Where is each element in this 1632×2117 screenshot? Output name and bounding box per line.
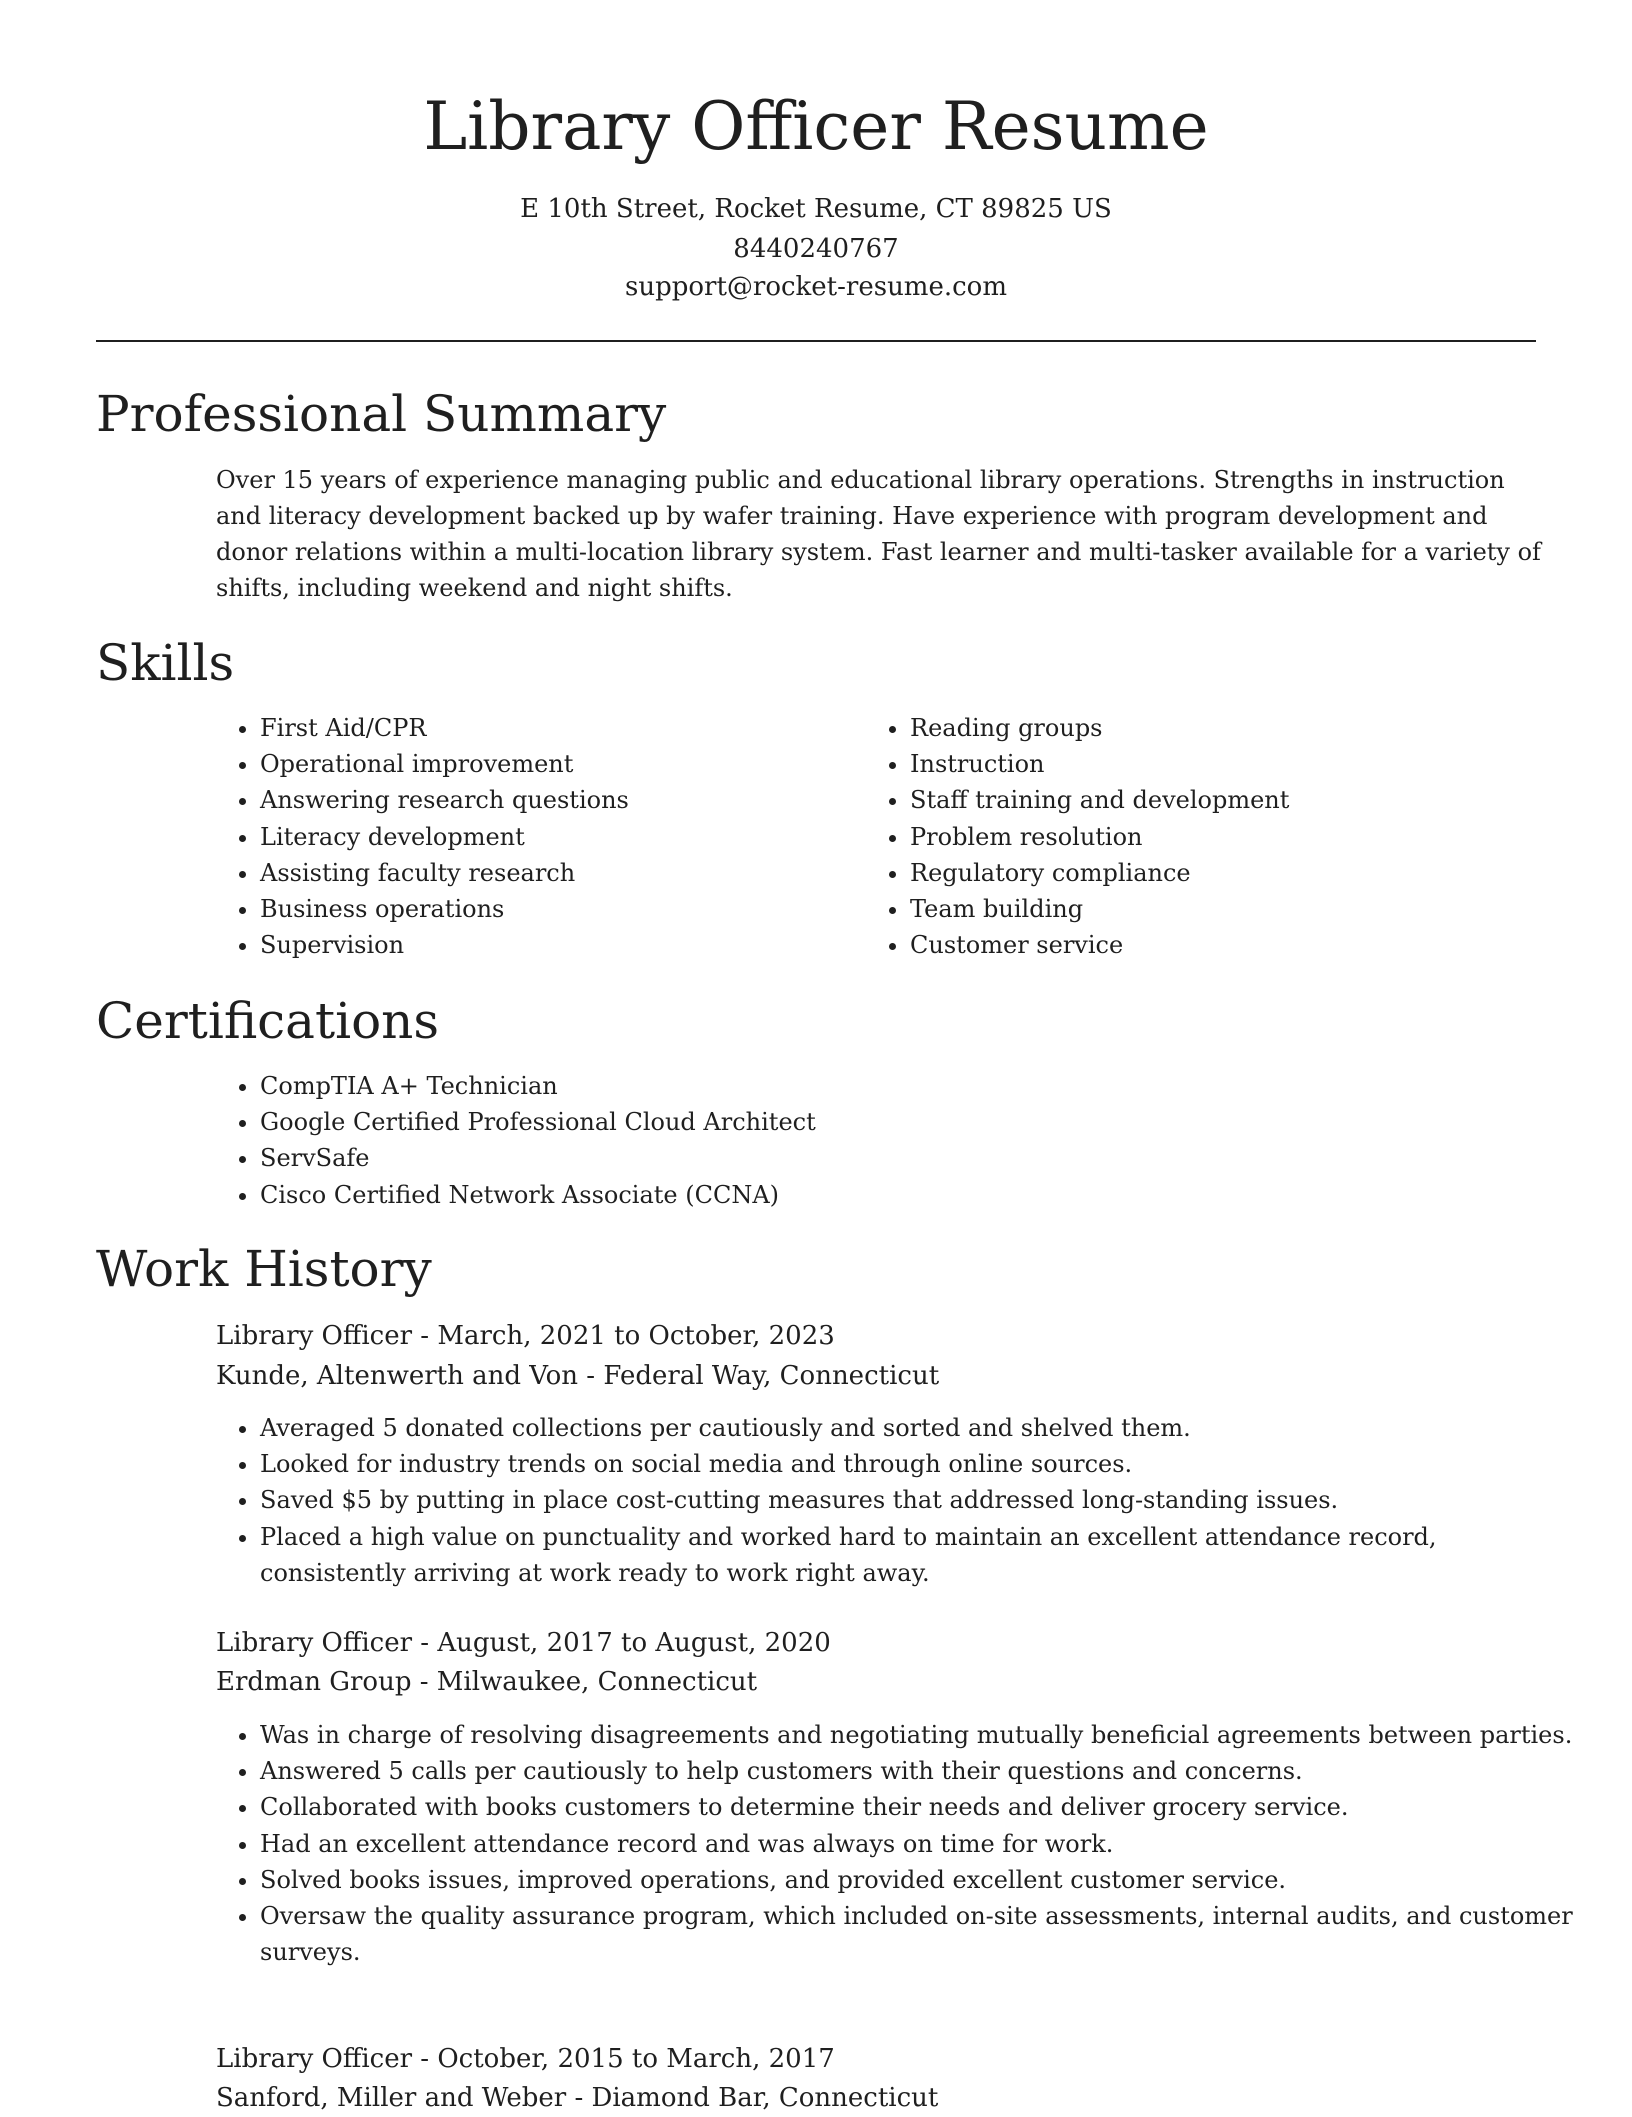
skills-list-left xyxy=(216,710,820,963)
job-role: Library Officer xyxy=(216,2044,413,2074)
job-location: Federal Way, Connecticut xyxy=(603,1361,940,1391)
skill-item: • Team building xyxy=(910,891,1550,927)
summary-heading: Professional Summary xyxy=(96,385,667,443)
job-bullet: • Looked for industry trends on social media and through online sources. xyxy=(260,1446,1560,1482)
job-dates: August, 2017 to August, 2020 xyxy=(437,1628,831,1658)
skill-item: • First Aid/CPR xyxy=(260,710,820,746)
certification-item: • Cisco Certified Network Associate (CCNA) xyxy=(260,1177,1580,1213)
job-company: Sanford, Miller and Weber xyxy=(216,2083,567,2113)
job-bullet: • Averaged 5 donated collections per cautiously and sorted and shelved them. xyxy=(260,1410,1560,1446)
skill-item: • Supervision xyxy=(260,927,820,963)
header-divider xyxy=(96,340,1536,342)
skill-item: • Operational improvement xyxy=(260,746,820,782)
work-history-heading: Work History xyxy=(96,1240,432,1298)
job-bullet: • Collaborated with books customers to determine their needs and deliver grocery service. xyxy=(260,1789,1580,1825)
job-bullets xyxy=(216,1410,1560,1591)
job-dates: March, 2021 to October, 2023 xyxy=(437,1321,835,1351)
job-title-line: Library Officer - August, 2017 to August, 2020 xyxy=(216,1628,831,1658)
certification-item: • CompTIA A+ Technician xyxy=(260,1068,1580,1104)
job-title-line: Library Officer - March, 2021 to October, 2023 xyxy=(216,1321,835,1351)
job-role: Library Officer xyxy=(216,1628,413,1658)
contact-address: E 10th Street, Rocket Resume, CT 89825 US xyxy=(520,194,1112,224)
skill-item: • Problem resolution xyxy=(910,819,1550,855)
certification-item: • Google Certified Professional Cloud Architect xyxy=(260,1104,1580,1140)
job-company-line: Sanford, Miller and Weber - Diamond Bar, Connecticut xyxy=(216,2083,939,2113)
skill-item: • Answering research questions xyxy=(260,782,820,818)
job-role: Library Officer xyxy=(216,1321,413,1351)
job-bullet: • Answered 5 calls per cautiously to help customers with their questions and concerns. xyxy=(260,1753,1580,1789)
job-location: Milwaukee, Connecticut xyxy=(436,1667,758,1697)
skill-item: • Business operations xyxy=(260,891,820,927)
job-company-line: Erdman Group - Milwaukee, Connecticut xyxy=(216,1667,758,1697)
skill-item: • Literacy development xyxy=(260,819,820,855)
contact-email: support@rocket-resume.com xyxy=(624,272,1007,302)
page-title: Library Officer Resume xyxy=(423,88,1209,165)
skill-item: • Customer service xyxy=(910,927,1550,963)
job-bullet: • Placed a high value on punctuality and worked hard to maintain an excellent attendance record, consistently arriving at work ready to work right away. xyxy=(260,1519,1560,1591)
job-bullet: • Oversaw the quality assurance program, which included on-site assessments, internal audits, and customer surveys. xyxy=(260,1898,1580,1970)
job-bullet: • Saved $5 by putting in place cost-cutting measures that addressed long-standing issues. xyxy=(260,1482,1560,1518)
skill-item: • Reading groups xyxy=(910,710,1550,746)
skill-item: • Assisting faculty research xyxy=(260,855,820,891)
skill-item: • Regulatory compliance xyxy=(910,855,1550,891)
job-bullet: • Was in charge of resolving disagreements and negotiating mutually beneficial agreements between parties. xyxy=(260,1717,1580,1753)
certification-item: • ServSafe xyxy=(260,1140,1580,1176)
job-bullet: • Solved books issues, improved operations, and provided excellent customer service. xyxy=(260,1862,1580,1898)
job-bullet: • Had an excellent attendance record and was always on time for work. xyxy=(260,1826,1580,1862)
skill-item: • Instruction xyxy=(910,746,1550,782)
job-dates: October, 2015 to March, 2017 xyxy=(437,2044,835,2074)
skills-list-right xyxy=(866,710,1550,963)
job-company-line: Kunde, Altenwerth and Von - Federal Way, Connecticut xyxy=(216,1361,940,1391)
certifications-list xyxy=(216,1068,1580,1213)
skills-heading: Skills xyxy=(96,634,235,692)
job-location: Diamond Bar, Connecticut xyxy=(591,2083,939,2113)
skill-item: • Staff training and development xyxy=(910,782,1550,818)
contact-phone: 8440240767 xyxy=(733,234,899,264)
job-company: Erdman Group xyxy=(216,1667,412,1697)
job-bullets xyxy=(216,1717,1580,1970)
job-title-line: Library Officer - October, 2015 to March, 2017 xyxy=(216,2044,835,2074)
certifications-heading: Certifications xyxy=(96,992,440,1050)
job-company: Kunde, Altenwerth and Von xyxy=(216,1361,579,1391)
summary-text: Over 15 years of experience managing public and educational library operations. Strengths in instruction and literacy development backed up by wafer training. Have experience with program development and donor relations within a multi-location library system. Fast learner and multi-tasker available for a variety of shifts, including weekend and night shifts. xyxy=(216,466,1541,602)
